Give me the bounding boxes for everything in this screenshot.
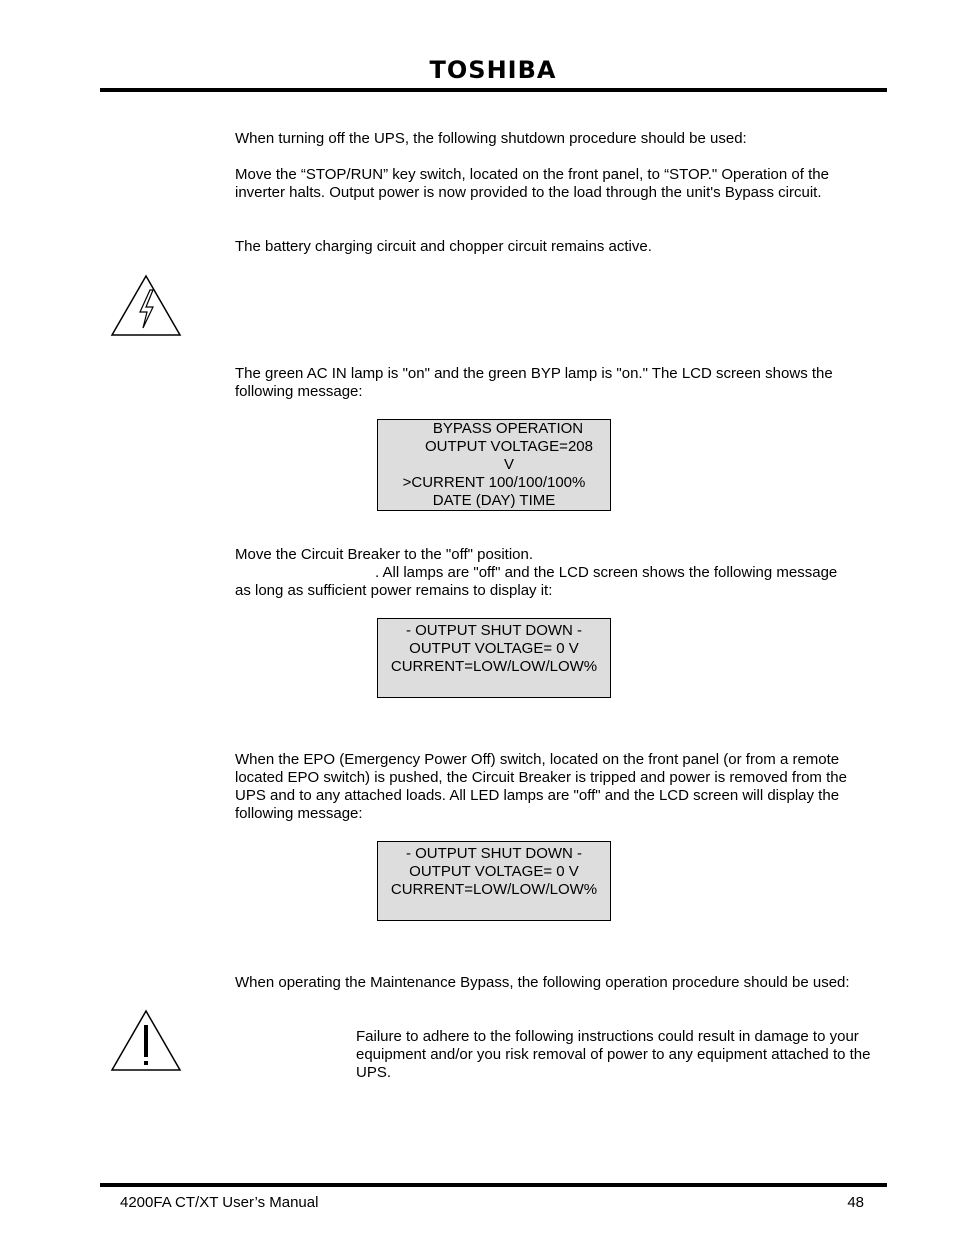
breaker-step-line-3: as long as sufficient power remains to display it: bbox=[235, 582, 553, 599]
epo-text: When the EPO (Emergency Power Off) switch, located on the front panel (or from a remote located EPO switch) is pushed, the Circuit Breaker is tripped and power is removed from the UPS and to any attached loads. All LED lamps are "off" and the LCD screen will display the following message: bbox=[235, 751, 847, 822]
lcd-line: BYPASS OPERATION bbox=[432, 420, 584, 437]
lcd-line: - OUTPUT SHUT DOWN - bbox=[405, 622, 583, 639]
shutdown-note: The battery charging circuit and chopper circuit remains active. bbox=[235, 238, 652, 255]
breaker-step-line-1: Move the Circuit Breaker to the "off" position. bbox=[235, 546, 534, 563]
shutdown-intro: When turning off the UPS, the following shutdown procedure should be used: bbox=[235, 130, 747, 147]
lcd-line: OUTPUT VOLTAGE= 0 V bbox=[409, 640, 579, 657]
caution-warning-icon bbox=[110, 1009, 182, 1073]
lcd-line: V bbox=[503, 456, 514, 473]
lcd-line: CURRENT=LOW/LOW/LOW% bbox=[390, 881, 598, 898]
header-rule bbox=[100, 88, 887, 92]
lcd-line: >CURRENT 100/100/100% bbox=[402, 474, 586, 491]
toshiba-logo: TOSHIBA bbox=[429, 56, 557, 84]
breaker-step-line-2: . All lamps are "off" and the LCD screen shows the following message bbox=[375, 564, 838, 581]
lcd-line: OUTPUT VOLTAGE= 0 V bbox=[409, 863, 579, 880]
lcd-line: OUTPUT VOLTAGE=208 bbox=[425, 438, 593, 455]
lcd-shutdown-display bbox=[377, 618, 611, 698]
lcd-bypass-display bbox=[377, 419, 611, 511]
maintenance-intro: When operating the Maintenance Bypass, the following operation procedure should be used: bbox=[235, 974, 850, 991]
lcd-line: - OUTPUT SHUT DOWN - bbox=[405, 845, 583, 862]
lcd-line: DATE (DAY) TIME bbox=[432, 492, 556, 509]
lcd-line: CURRENT=LOW/LOW/LOW% bbox=[390, 658, 598, 675]
lamp-status-text: The green AC IN lamp is "on" and the green BYP lamp is "on." The LCD screen shows the following message: bbox=[235, 365, 833, 400]
footer-manual-title: 4200FA CT/XT User’s Manual bbox=[120, 1194, 319, 1211]
maintenance-warning: Failure to adhere to the following instructions could result in damage to your equipment and/or you risk removal of power to any equipment attached to the UPS. bbox=[356, 1028, 871, 1081]
shutdown-step-1: Move the “STOP/RUN” key switch, located on the front panel, to “STOP." Operation of the inverter halts. Output power is now provided to the load through the unit's Bypass circuit. bbox=[235, 166, 829, 201]
lcd-epo-display bbox=[377, 841, 611, 921]
page-number: 48 bbox=[847, 1194, 864, 1211]
footer-rule bbox=[100, 1183, 887, 1187]
electrical-hazard-icon bbox=[110, 274, 182, 338]
